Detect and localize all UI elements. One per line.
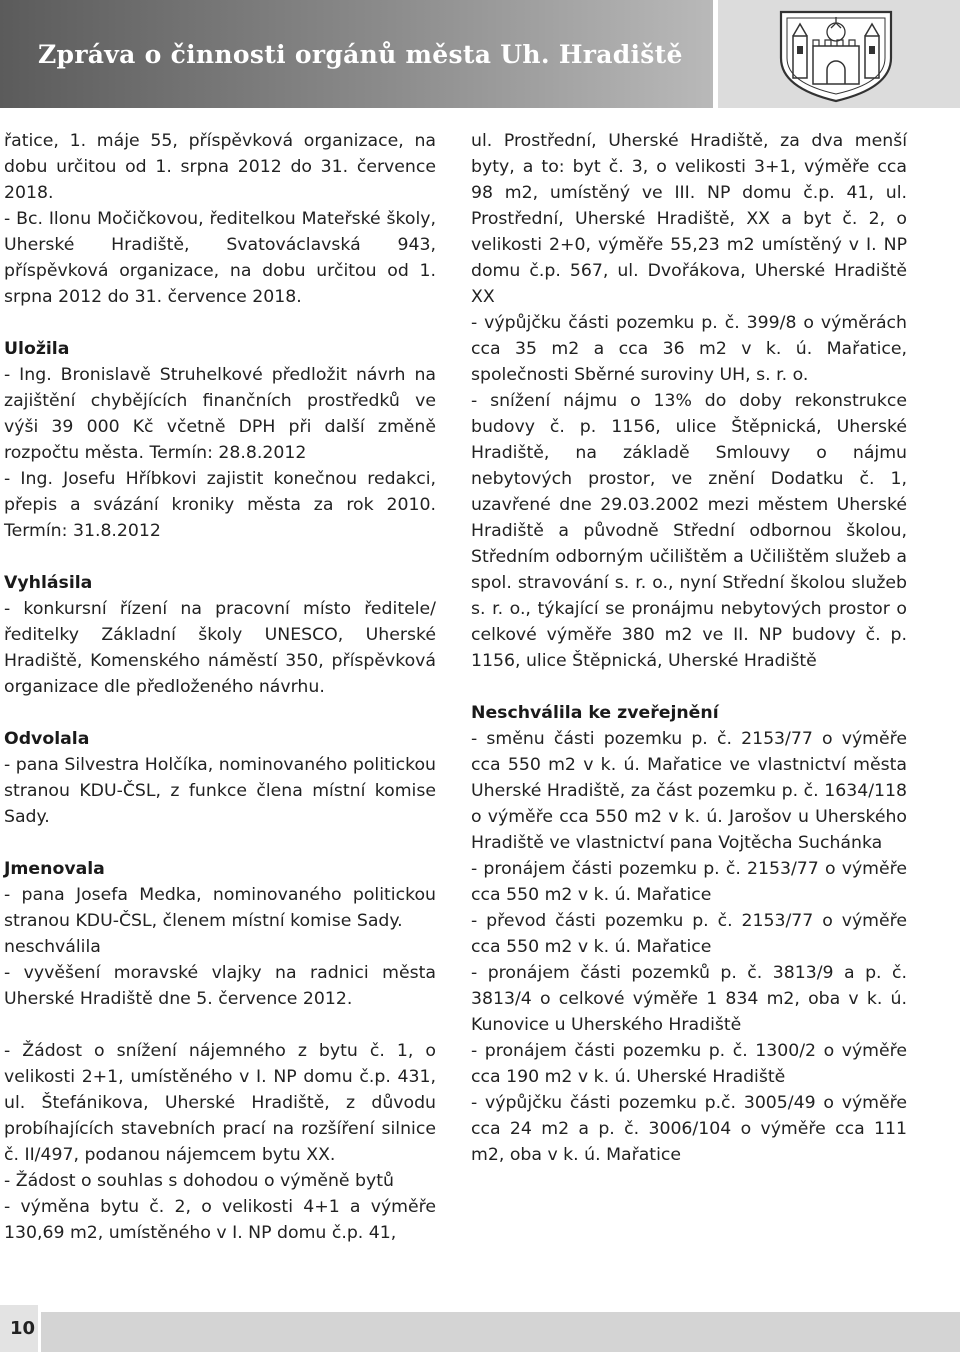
paragraph: - pronájem části pozemků p. č. 3813/9 a p. č. 3813/4 o celkové výměře 1 834 m2, oba v k. ú. Kunovice u Uherského Hradiště <box>471 963 907 1035</box>
paragraph: - převod části pozemku p. č. 2153/77 o výměře cca 550 m2 v k. ú. Mařatice <box>471 911 907 957</box>
paragraph: - Bc. Ilonu Močičkovou, ředitelkou Mateřské školy, Uherské Hradiště, Svatováclavská 943, příspěvková organizace, na dobu určitou od 1. srpna 2012 do 31. července 2018. <box>4 209 436 307</box>
paragraph: - výměna bytu č. 2, o velikosti 4+1 a výměře 130,69 m2, umístěného v I. NP domu č.p. 41, <box>4 1197 436 1243</box>
section-heading: Vyhlásila <box>4 573 93 593</box>
left-column <box>4 128 436 1246</box>
paragraph: - směnu části pozemku p. č. 2153/77 o výměře cca 550 m2 v k. ú. Mařatice ve vlastnictví města Uherské Hradiště, za část pozemku p. č. 1634/118 o výměře cca 550 m2 v k. ú. Jarošov u Uherského Hradiště ve vlastnictví pana Vojtěcha Suchánka <box>471 729 907 853</box>
paragraph: - výpůjčku části pozemku p. č. 399/8 o výměrách cca 35 m2 a cca 36 m2 v k. ú. Mařatice, společnosti Sběrné suroviny UH, s. r. o. <box>471 313 907 385</box>
paragraph: - pana Silvestra Holčíka, nominovaného politickou stranou KDU-ČSL, z funkce člena místní komise Sady. <box>4 755 436 827</box>
section-heading: Odvolala <box>4 729 90 749</box>
page-header <box>0 0 713 108</box>
section-heading: Jmenovala <box>4 859 105 879</box>
paragraph: - pronájem části pozemku p. č. 2153/77 o výměře cca 550 m2 v k. ú. Mařatice <box>471 859 907 905</box>
paragraph: - pronájem části pozemku p. č. 1300/2 o výměře cca 190 m2 v k. ú. Uherské Hradiště <box>471 1041 907 1087</box>
paragraph: - Ing. Josefu Hříbkovi zajistit konečnou redakci, přepis a svázání kroniky města za rok 2010. Termín: 31.8.2012 <box>4 469 436 541</box>
section-heading: Uložila <box>4 339 70 359</box>
paragraph: - snížení nájmu o 13% do doby rekonstrukce budovy č. p. 1156, ulice Štěpnická, Uherské Hradiště, na základě Smlouvy o nájmu nebytových prostor, ve znění Dodatku č. 1, uzavřené dne 29.03.2002 mezi městem Uherské Hradiště a původně Střední odbornou školou, Středním odborným učilištěm a Učilištěm služeb a spol. stravování s. r. o., nyní Střední školou služeb s. r. o., týkající se pronájmu nebytových prostor o celkové výměře 380 m2 ve II. NP budovy č. p. 1156, ulice Štěpnická, Uherské Hradiště <box>471 391 907 671</box>
logo-panel <box>718 0 960 108</box>
paragraph: neschválila <box>4 937 101 957</box>
paragraph: - Žádost o snížení nájemného z bytu č. 1, o velikosti 2+1, umístěného v I. NP domu č.p. 431, ul. Štefánikova, Uherské Hradiště, z důvodu probíhajících stavebních prací na rozšíření silnice č. II/497, podanou nájemcem bytu XX. <box>4 1041 436 1165</box>
paragraph: - konkursní řízení na pracovní místo ředitele/ ředitelky Základní školy UNESCO, Uherské Hradiště, Komenského náměstí 350, příspěvková organizace dle předloženého návrhu. <box>4 599 436 697</box>
paragraph: ul. Prostřední, Uherské Hradiště, za dva menší byty, a to: byt č. 3, o velikosti 3+1, výměře cca 98 m2, umístěný ve III. NP domu č.p. 41, ul. Prostřední, Uherské Hradiště, XX a byt č. 2, o velikosti 2+0, výměře 55,23 m2 umístěný v I. NP domu č.p. 567, ul. Dvořákova, Uherské Hradiště XX <box>471 131 907 307</box>
paragraph: - Žádost o souhlas s dohodou o výměně bytů <box>4 1171 394 1191</box>
page-number: 10 <box>10 1318 36 1339</box>
paragraph: řatice, 1. máje 55, příspěvková organizace, na dobu určitou od 1. srpna 2012 do 31. července 2018. <box>4 131 436 203</box>
paragraph: - výpůjčku části pozemku p.č. 3005/49 o výměře cca 24 m2 a p. č. 3006/104 o výměře cca 111 m2, oba v k. ú. Mařatice <box>471 1093 907 1165</box>
right-column <box>471 128 907 1168</box>
paragraph: - pana Josefa Medka, nominovaného politickou stranou KDU-ČSL, členem místní komise Sady. <box>4 885 436 931</box>
section-heading: Neschválila ke zveřejnění <box>471 703 719 723</box>
paragraph: - Ing. Bronislavě Struhelkové předložit návrh na zajištění chybějících finančních prostředků ve výši 39 000 Kč včetně DPH při další změně rozpočtu města. Termín: 28.8.2012 <box>4 365 436 463</box>
paragraph: - vyvěšení moravské vlajky na radnici města Uherské Hradiště dne 5. července 2012. <box>4 963 436 1009</box>
city-coat-of-arms-icon <box>771 6 901 104</box>
page-title: Zpráva o činnosti orgánů města Uh. Hradiště <box>38 40 683 69</box>
footer-bar <box>41 1312 960 1352</box>
